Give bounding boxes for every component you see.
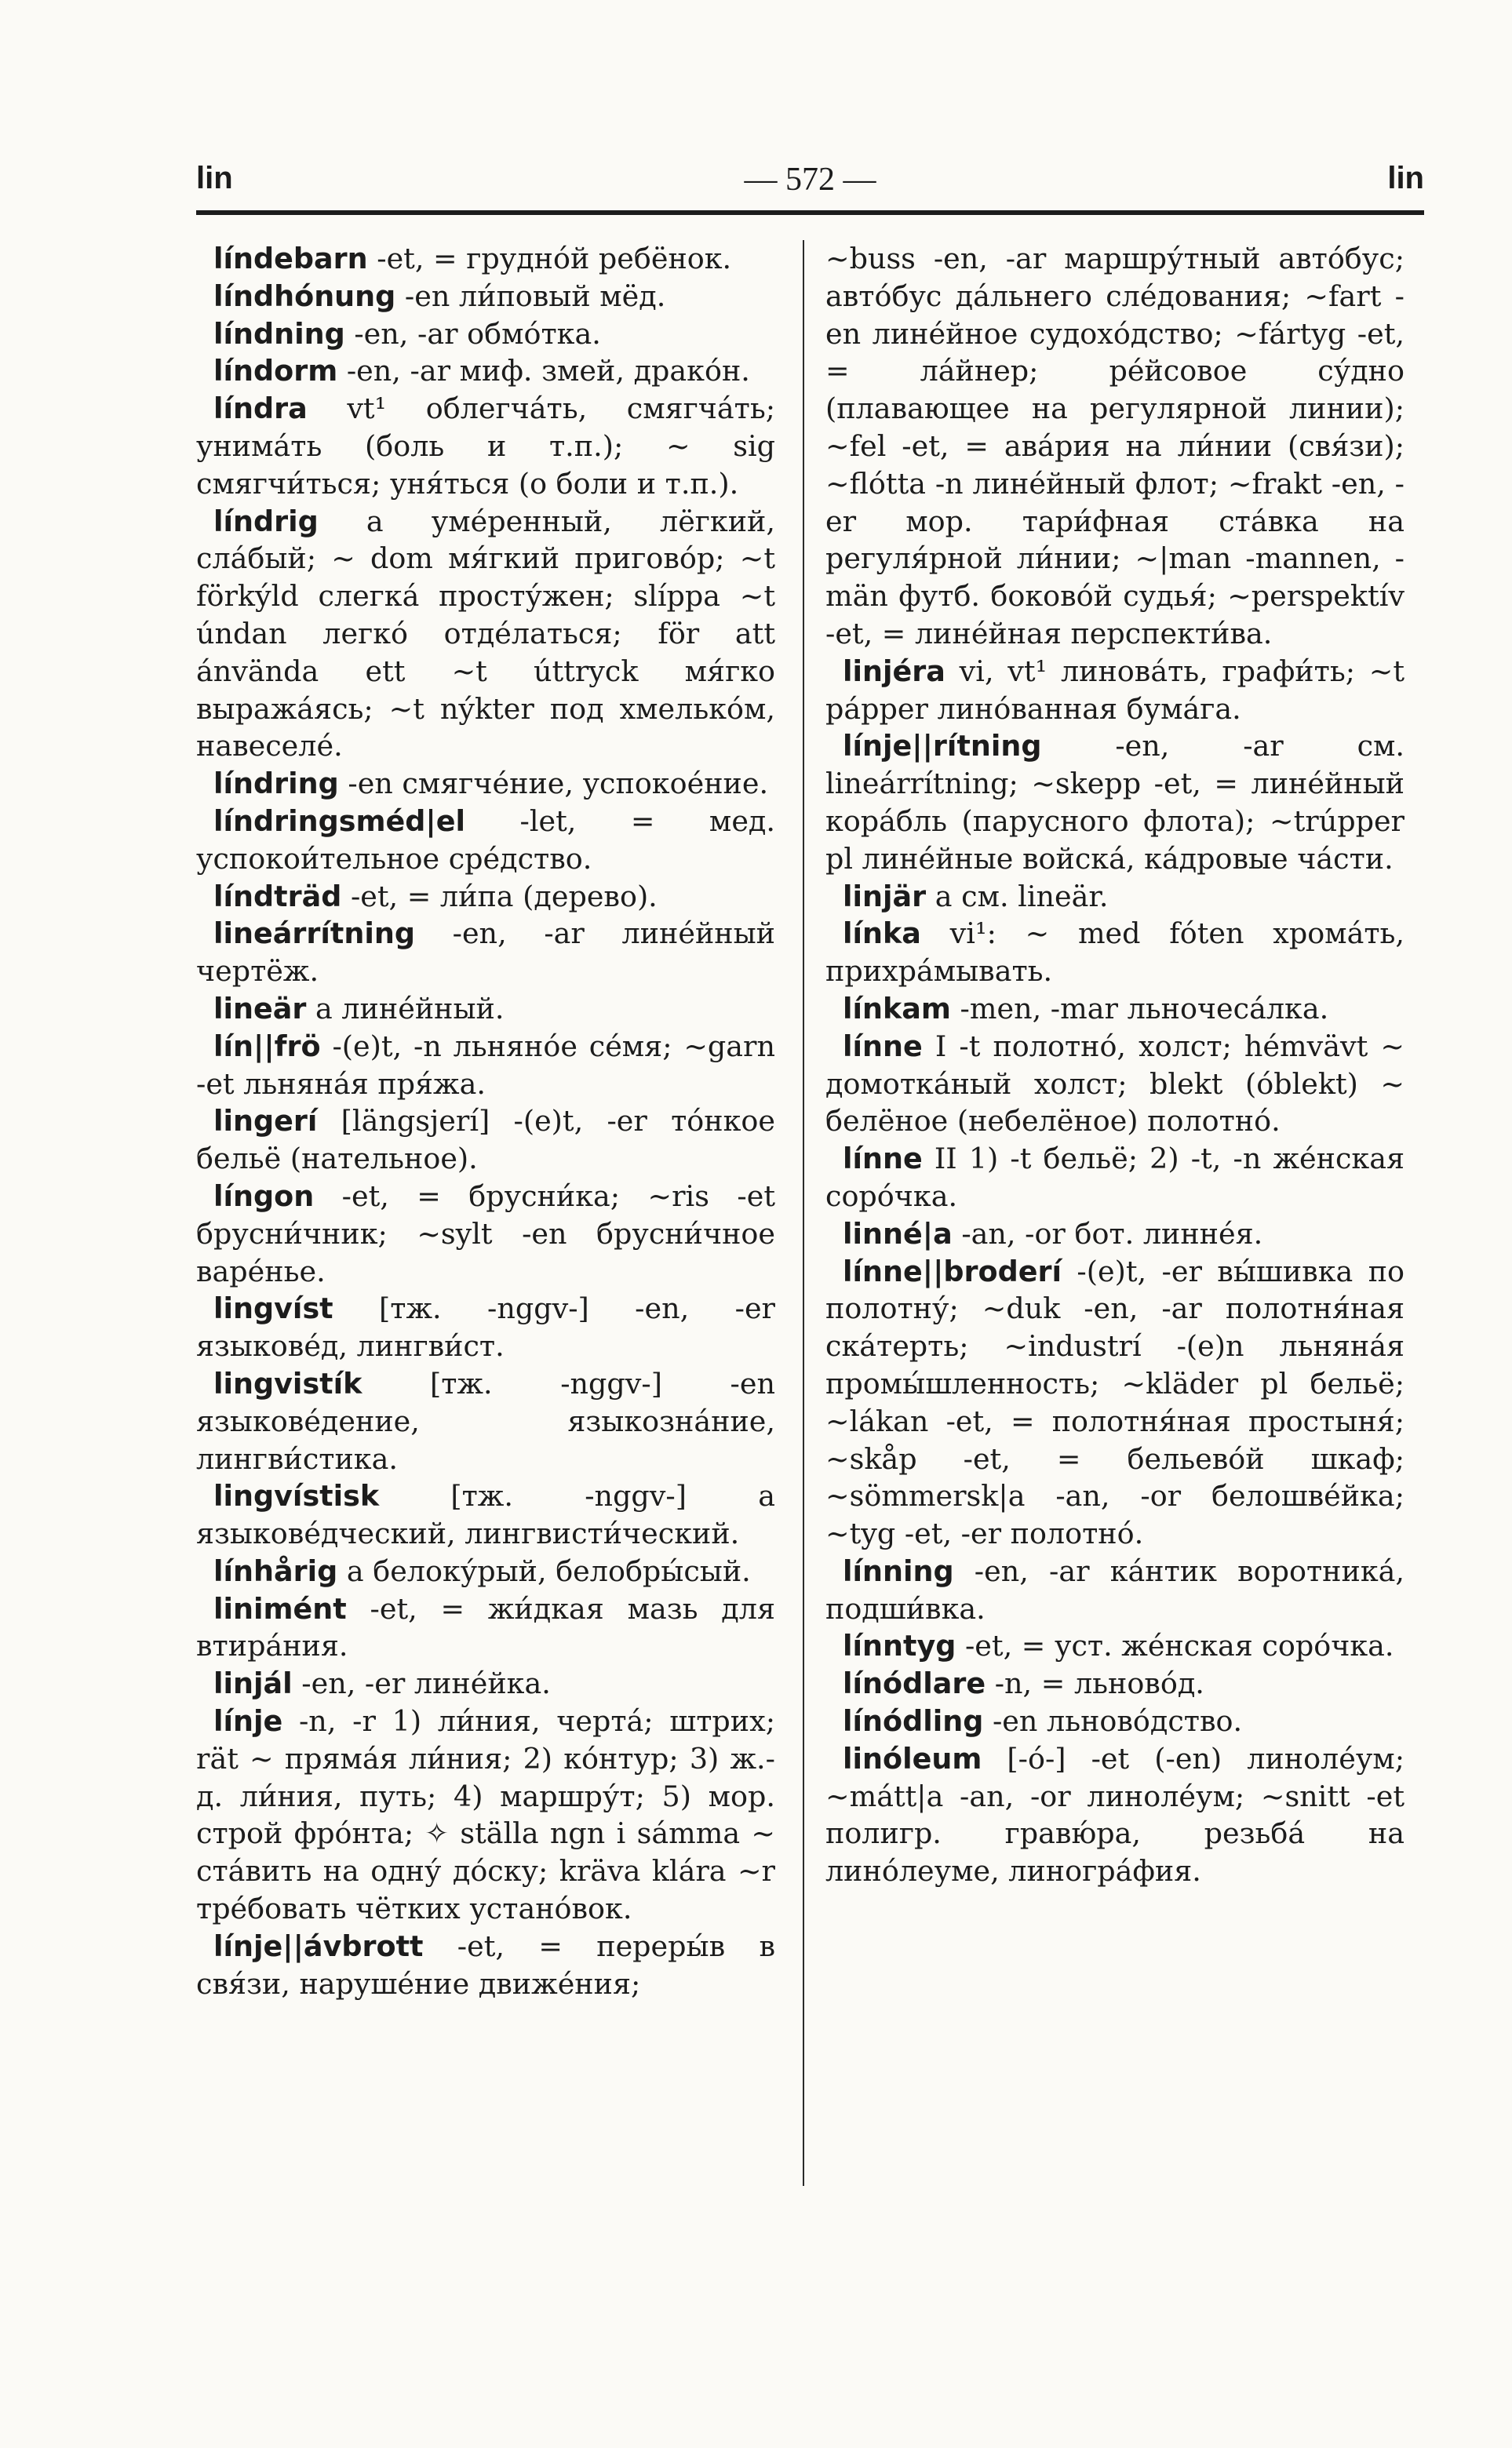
entry-headword: lín||frö xyxy=(213,1029,321,1063)
right-guide-word: lin xyxy=(1387,161,1424,195)
dictionary-entry xyxy=(196,803,775,878)
dictionary-entry xyxy=(196,1365,775,1477)
dictionary-entry xyxy=(825,653,1405,728)
entry-definition: vt¹ облегча́ть, смягча́ть; унима́ть (боль и т.п.); ~ sig смягчи́ться; уня́ться (о боли и т.п.). xyxy=(196,392,775,501)
entry-headword: lingvíst xyxy=(213,1291,333,1326)
dictionary-entry xyxy=(825,1253,1405,1553)
dictionary-entry xyxy=(196,278,775,315)
dictionary-entry xyxy=(196,1102,775,1178)
dictionary-entry xyxy=(196,1665,775,1703)
entry-definition: -en, -ar ка́нтик воротника́, подши́вка. xyxy=(825,1554,1405,1626)
entry-definition: -en, -ar см. lineárrítning; ~skepp -et, = лине́йный кора́бль (парусного флота); ~trúpper pl лине́йные войска́, ка́дровые ча́сти. xyxy=(825,729,1405,876)
entry-definition: -n, = льново́д. xyxy=(986,1667,1204,1701)
entry-definition: a белоку́рый, белобры́сый. xyxy=(337,1554,751,1588)
entry-definition: -en льново́дство. xyxy=(983,1704,1243,1739)
entry-definition: -en смягче́ние, успокое́ние. xyxy=(338,767,769,801)
entry-definition: [тж. -nggv-] -en, -er языкове́д, лингви́ст. xyxy=(196,1291,775,1364)
entry-headword: lingerí xyxy=(213,1104,318,1138)
entry-headword: línne xyxy=(843,1029,923,1063)
dictionary-entry xyxy=(196,1178,775,1290)
entry-headword: linné|a xyxy=(843,1216,953,1251)
entry-definition: -en ли́повый мёд. xyxy=(395,279,666,313)
entry-definition: -et, = жи́дкая мазь для втира́ния. xyxy=(196,1591,775,1663)
entry-headword: línne||broderí xyxy=(843,1254,1062,1288)
entry-definition: -en, -er лине́йка. xyxy=(292,1667,551,1701)
entry-headword: líndning xyxy=(213,316,345,351)
entry-definition: -en, -ar обмо́тка. xyxy=(344,316,601,351)
entry-definition: a лине́йный. xyxy=(306,991,505,1025)
entry-headword: líndebarn xyxy=(213,242,368,275)
left-guide-word: lin xyxy=(196,161,233,195)
dictionary-entry xyxy=(825,1703,1405,1740)
entry-definition: a см. lineär. xyxy=(926,879,1109,913)
dictionary-entry xyxy=(196,390,775,502)
dictionary-entry xyxy=(196,315,775,353)
entry-headword: linjéra xyxy=(843,654,945,688)
entry-headword: línhårig xyxy=(213,1554,338,1588)
entry-headword: lineär xyxy=(213,991,307,1025)
dictionary-entry xyxy=(825,915,1405,990)
entry-definition: [-ó-] -et (-en) линоле́ум; ~mátt|a -an, -or линоле́ум; ~snitt -et полигр. гравю́ра, резьба́ на лино́леуме, линогра́фия. xyxy=(825,1741,1405,1889)
entry-definition: -en, -ar миф. змей, драко́н. xyxy=(337,354,750,388)
entry-definition: -n, -r 1) ли́ния, черта́; штрих; rät ~ пряма́я ли́ния; 2) ко́нтур; 3) ж.-д. ли́ния, путь; 4) маршру́т; 5) мор. строй фро́нта; ✧ ställa ngn i sámma ~ ста́вить на одну́ до́ску; kräva klára ~r тре́бовать чётких устано́вок. xyxy=(196,1704,775,1926)
dictionary-entry xyxy=(196,352,775,390)
column-divider xyxy=(803,240,804,2186)
entry-headword: línódlare xyxy=(843,1667,986,1701)
dictionary-entry xyxy=(825,727,1405,877)
page-number: — 572 — xyxy=(744,162,876,198)
entry-headword: líndträd xyxy=(213,879,342,913)
entry-definition: -an, -or бот. линне́я. xyxy=(952,1216,1263,1251)
entry-headword: lingvistík xyxy=(213,1366,363,1401)
dictionary-entry xyxy=(196,240,775,278)
page-header xyxy=(196,161,1424,208)
entry-headword: línje||rítning xyxy=(843,729,1042,763)
entry-definition: -en, -ar лине́йный чертёж. xyxy=(196,916,775,989)
dictionary-entry xyxy=(825,1665,1405,1703)
dictionary-entry xyxy=(196,1028,775,1103)
header-rule xyxy=(196,210,1424,215)
dictionary-entry xyxy=(196,503,775,766)
entry-headword: linimént xyxy=(213,1591,347,1626)
entry-definition: [тж. -nggv-] a языкове́дческий, лингвисти́ческий. xyxy=(196,1479,775,1551)
entry-headword: línódling xyxy=(843,1704,984,1739)
entry-headword: líndringsméd|el xyxy=(213,803,465,838)
entry-headword: lineárrítning xyxy=(213,916,415,951)
dictionary-entry xyxy=(196,1553,775,1590)
dictionary-entry xyxy=(825,1140,1405,1215)
entry-definition: I -t полотно́, холст; hémvävt ~ домотка́ный холст; blekt (óblekt) ~ белёное (небелёное) полотно́. xyxy=(825,1029,1405,1138)
entry-definition: [тж. -nggv-] -en языкове́дение, языкозна́ние, лингви́стика. xyxy=(196,1366,775,1476)
dictionary-entry xyxy=(196,990,775,1028)
entry-definition: a уме́ренный, лёгкий, сла́бый; ~ dom мя́гкий пригово́р; ~t förkýld слегка́ просту́жен; slíppa ~t úndan легко́ отде́латься; för att ánvända ett ~t úttryck мя́гко выража́ясь; ~t nýkter под хмелько́м, навеселе́. xyxy=(196,504,775,763)
entry-headword: linjál xyxy=(213,1667,293,1701)
right-column xyxy=(825,240,1405,1890)
entry-headword: líndhónung xyxy=(213,279,396,313)
entry-headword: língon xyxy=(213,1178,315,1213)
dictionary-entry xyxy=(196,1590,775,1666)
dictionary-entry xyxy=(825,878,1405,916)
entry-definition: -et, = брусни́ка; ~ris -et брусни́чник; ~sylt -en брусни́чное варе́нье. xyxy=(196,1178,775,1288)
entry-definition: -et, = ли́па (дерево). xyxy=(341,879,658,913)
dictionary-entry xyxy=(196,915,775,990)
dictionary-entry xyxy=(196,1477,775,1553)
left-column xyxy=(196,240,775,2002)
entry-definition: -men, -mar льночеса́лка. xyxy=(950,991,1329,1025)
entry-headword: lingvístisk xyxy=(213,1479,380,1514)
entry-headword: líndorm xyxy=(213,354,338,388)
dictionary-entry xyxy=(825,1215,1405,1253)
entry-definition: -et, = уст. же́нская соро́чка. xyxy=(956,1629,1394,1663)
entry-definition: ~buss -en, -ar маршру́тный авто́бус; авто́бус да́льнего сле́дования; ~fart -en лине́йное судохо́дство; ~fártyg -et, = ла́йнер; ре́йсовое су́дно (плавающее на регулярной линии); ~fel -et, = ава́рия на ли́нии (свя́зи); ~flótta -n лине́йный флот; ~frakt -en, -er мор. тари́фная ста́вка на регуля́рной ли́нии; ~|man -mannen, -män футб. боково́й судья́; ~perspektív -et, = лине́йная перспекти́ва. xyxy=(825,242,1405,650)
entry-headword: líndra xyxy=(213,392,308,426)
entry-definition: -(e)t, -er вы́шивка по полотну́; ~duk -en, -ar полотня́ная ска́терть; ~industrí -(e)n льняна́я промы́шленность; ~kläder pl бельё; ~lákan -et, = полотня́ная простыня́; ~skåp -et, = бельево́й шкаф; ~sömmersk|a -an, -or белошве́йка; ~tyg -et, -er полотно́. xyxy=(825,1254,1405,1551)
entry-headword: linjär xyxy=(843,879,927,913)
entry-headword: línkam xyxy=(843,991,951,1025)
dictionary-entry xyxy=(825,1740,1405,1890)
entry-headword: línje||ávbrott xyxy=(213,1929,424,1963)
entry-definition: -let, = мед. успокои́тельное сре́дство. xyxy=(196,803,775,876)
entry-headword: línne xyxy=(843,1142,923,1176)
entry-definition: -et, = переры́в в свя́зи, наруше́ние движе́ния; xyxy=(196,1929,775,2001)
entry-definition: vi¹: ~ med fóten хрома́ть, прихра́мывать. xyxy=(825,916,1405,989)
dictionary-entry xyxy=(196,1290,775,1365)
entry-definition: II 1) -t бельё; 2) -t, -n же́нская соро́чка. xyxy=(825,1142,1405,1213)
dictionary-entry xyxy=(196,1928,775,2003)
entry-headword: línje xyxy=(213,1704,283,1739)
dictionary-entry xyxy=(196,765,775,803)
entry-headword: líndring xyxy=(213,767,339,801)
entry-definition: [längsjerí] -(e)t, -er то́нкое бельё (нательное). xyxy=(196,1104,775,1176)
entry-headword: línning xyxy=(843,1554,954,1588)
dictionary-entry xyxy=(825,1553,1405,1628)
dictionary-entry xyxy=(825,1627,1405,1665)
dictionary-entry xyxy=(825,240,1405,653)
dictionary-entry xyxy=(825,1028,1405,1140)
entry-definition: vi, vt¹ линова́ть, графи́ть; ~t pápper лино́ванная бума́га. xyxy=(825,654,1405,726)
entry-definition: -(e)t, -n льняно́е се́мя; ~garn -et льняна́я пря́жа. xyxy=(196,1029,775,1101)
entry-headword: linóleum xyxy=(843,1741,982,1776)
entry-headword: línka xyxy=(843,916,921,951)
entry-headword: línntyg xyxy=(843,1629,956,1663)
dictionary-entry xyxy=(196,878,775,916)
dictionary-entry xyxy=(196,1703,775,1928)
entry-definition: -et, = грудно́й ребёнок. xyxy=(367,242,732,275)
entry-headword: líndrig xyxy=(213,504,319,538)
dictionary-entry xyxy=(825,990,1405,1028)
